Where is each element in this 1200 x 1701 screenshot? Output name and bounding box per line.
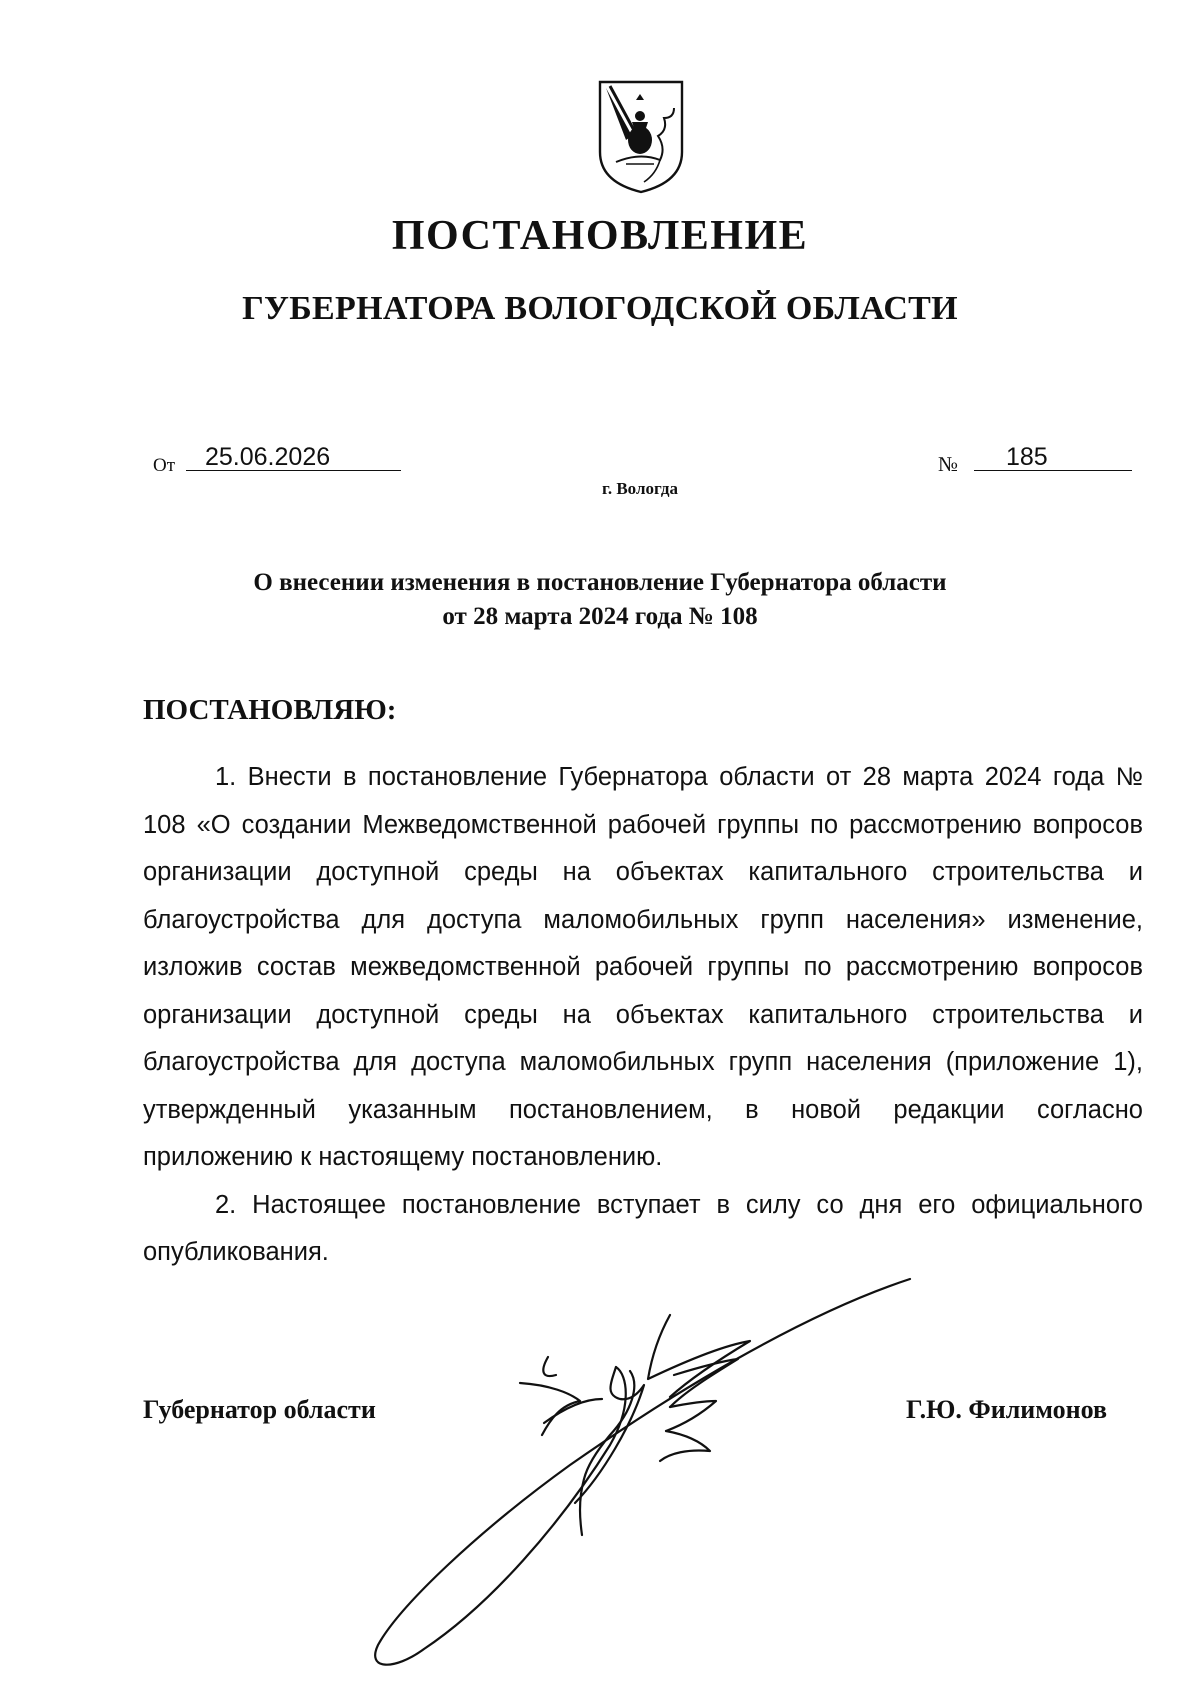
subject-line-2: от 28 марта 2024 года № 108 (442, 603, 758, 630)
signatory-position: Губернатор области (143, 1395, 376, 1424)
coat-of-arms-icon (596, 78, 686, 196)
number-underline (974, 470, 1132, 471)
signatory-name: Г.Ю. Филимонов (906, 1395, 1108, 1424)
document-title: ПОСТАНОВЛЕНИЕ (391, 213, 809, 259)
decree-word: ПОСТАНОВЛЯЮ: (143, 694, 397, 726)
document-subject (0, 566, 1200, 634)
date-label: От (153, 455, 176, 476)
handwritten-signature-icon (370, 1275, 930, 1675)
document-subtitle: ГУБЕРНАТОРА ВОЛОГОДСКОЙ ОБЛАСТИ (242, 290, 958, 327)
paragraph-1: 1. Внести в постановление Губернатора области от 28 марта 2024 года № 108 «О создании Межведомственной рабочей группы по рассмотрению вопросов организации доступной среды на объектах капитального строительства и благоустройства для доступа маломобильных групп населения» изменение, изложив состав межведомственной рабочей группы по рассмотрению вопросов организации доступной среды на объектах капитального строительства и благоустройства для доступа маломобильных групп населения (приложение 1), утвержденный указанным постановлением, в новой редакции согласно приложению к настоящему постановлению. (143, 763, 1143, 1171)
subject-line-1: О внесении изменения в постановление Губернатора области (253, 569, 947, 596)
date-value: 25.06.2026 (205, 443, 331, 471)
document-body (143, 754, 1143, 1277)
number-value: 185 (1006, 443, 1048, 471)
number-label: № (938, 452, 959, 476)
paragraph-2: 2. Настоящее постановление вступает в силу со дня его официального опубликования. (143, 1190, 1143, 1266)
city: г. Вологда (602, 479, 678, 498)
